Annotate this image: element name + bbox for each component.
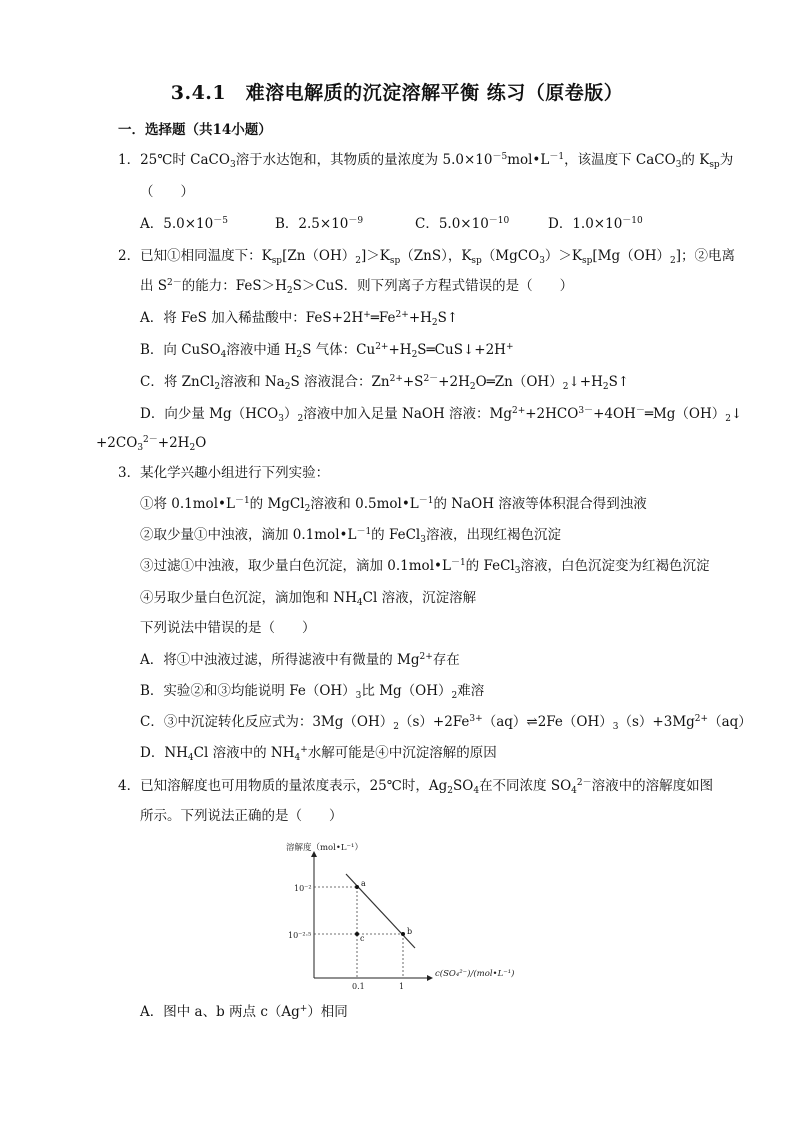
q1-line1: 1．25℃时 CaCO$_3$溶于水达饱和，其物质的量浓度为 $5.0\times 10^{-5}mol•L^{-1}$，该温度下 CaCO$_3$的 $K_{sp}$为	[118, 152, 734, 170]
q1-option-b[interactable]: B．$2.5\times 10^{-9}$	[275, 216, 364, 232]
point-c-label: c	[360, 934, 365, 943]
q1-option-a[interactable]: A．$5.0\times 10^{-5}$	[140, 216, 228, 232]
q2-option-d[interactable]: D．向少量 $Mg(HCO_3)_2$溶液中加入足量 NaOH 溶液：$Mg^{2+}+2HCO^{3-}+4OH^-═Mg(OH)_2↓$	[140, 406, 743, 424]
q1-answer-paren: （ ）	[140, 184, 194, 200]
q3-ask: 下列说法中错误的是（ ）	[140, 620, 316, 636]
q3-option-a[interactable]: A．将①中浊液过滤，所得滤液中有微量的 $Mg^{2+}$存在	[140, 652, 460, 668]
q3-step3: ③过滤①中浊液，取少量白色沉淀，滴加 $0.1mol•L^{-1}$的 FeCl$_3$溶液，白色沉淀变为红褐色沉淀	[140, 558, 710, 576]
q2-line1: 2．已知①相同温度下：$K_{sp}[Zn(OH)_2]>K_{sp}(ZnS)$，$K_{sp}(MgCO_3)>K_{sp}[Mg(OH)_2]$；②电离	[118, 248, 735, 266]
q3-option-d[interactable]: D．$NH_4Cl$ 溶液中的 $NH_4^+$水解可能是④中沉淀溶解的原因	[140, 745, 497, 763]
point-a	[355, 885, 359, 889]
q1-option-c[interactable]: C．$5.0\times 10^{-10}$	[415, 216, 510, 232]
q4-line1: 4．已知溶解度也可用物质的量浓度表示，25℃时，$Ag_2SO_4$在不同浓度 $SO_4^{2-}$溶液中的溶解度如图	[118, 778, 714, 796]
q2-option-b[interactable]: B．向 CuSO$_4$溶液中通 $H_2S$ 气体：$Cu^{2+}+H_2S═CuS↓+2H^+$	[140, 342, 514, 360]
point-b-label: b	[407, 927, 413, 936]
y-tick-2: 10⁻²·⁵	[288, 931, 312, 940]
q1-options	[140, 214, 700, 234]
x-tick-1: 0.1	[352, 982, 365, 991]
point-c	[355, 932, 359, 936]
q2-option-d-cont: $+2CO_3^{2-}+2H_2O$	[96, 435, 207, 453]
q3-step4: ④另取少量白色沉淀，滴加饱和 $NH_4Cl$ 溶液，沉淀溶解	[140, 590, 477, 608]
q4-line2: 所示。下列说法正确的是（ ）	[140, 808, 343, 824]
solubility-line	[346, 874, 415, 948]
page-title: 3.4.1 难溶电解质的沉淀溶解平衡 练习（原卷版）	[170, 82, 624, 104]
q3-option-b[interactable]: B．实验②和③均能说明 $Fe(OH)_3$比 $Mg(OH)_2$难溶	[140, 683, 485, 701]
q1-option-d[interactable]: D．$1.0\times 10^{-10}$	[548, 216, 643, 232]
q2-option-a[interactable]: A．将 FeS 加入稀盐酸中：$FeS+2H^+═Fe^{2+}+H_2S↑$	[140, 310, 459, 328]
solubility-chart	[280, 838, 530, 993]
x-tick-2: 1	[399, 982, 405, 991]
y-axis-label: 溶解度（mol•L⁻¹）	[286, 843, 363, 853]
q3-step2: ②取少量①中浊液，滴加 $0.1mol•L^{-1}$的 FeCl$_3$溶液，出现红褐色沉淀	[140, 527, 561, 545]
q4-option-a[interactable]: A．图中 a、b 两点 c（Ag+）相同	[140, 1004, 348, 1020]
q3-line1: 3．某化学兴趣小组进行下列实验：	[118, 465, 330, 481]
q2-line2: 出 $S^{2-}$的能力：$FeS>H_2S>CuS$．则下列离子方程式错误的是（ ）	[140, 278, 574, 296]
q3-option-c[interactable]: C．③中沉淀转化反应式为：$3Mg(OH)_2(s)+2Fe^{3+}(aq)\rightleftharpoons 2Fe(OH)_3(s)+3Mg^{2+}(aq)$	[140, 714, 752, 732]
q2-option-c[interactable]: C．将 ZnCl$_2$溶液和 $Na_2S$ 溶液混合：$Zn^{2+}+S^{2-}+2H_2O═Zn(OH)_2↓+H_2S↑$	[140, 374, 630, 392]
y-tick-1: 10⁻²	[294, 884, 312, 893]
x-axis-label: c(SO₄²⁻)/(mol•L⁻¹)	[435, 969, 515, 979]
section-heading: 一．选择题（共14小题）	[118, 122, 272, 138]
point-b	[401, 932, 405, 936]
point-a-label: a	[361, 879, 366, 888]
q3-step1: ①将 $0.1mol•L^{-1}$的 MgCl$_2$溶液和 $0.5mol•L^{-1}$的 NaOH 溶液等体积混合得到浊液	[140, 496, 647, 514]
